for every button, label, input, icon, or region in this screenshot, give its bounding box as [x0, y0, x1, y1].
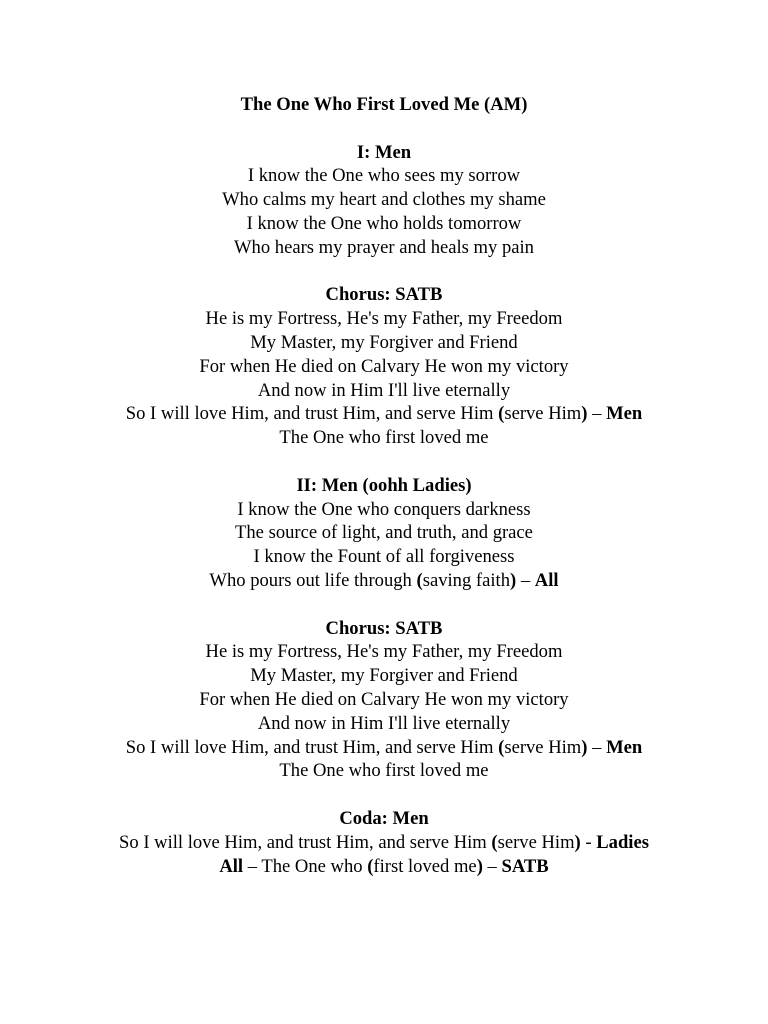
lyric-text: So I will love Him, and trust Him, and serve Him: [125, 403, 499, 425]
chorus-1-line: And now in Him I'll live eternally: [257, 379, 511, 401]
chorus-2-line: My Master, my Forgiver and Friend: [250, 665, 518, 687]
part-cue: Ladies: [596, 831, 649, 853]
spacer: [0, 783, 768, 807]
open-paren: (: [367, 855, 374, 877]
verse-2-cue-line: [0, 569, 768, 593]
verse-1-line: I know the One who sees my sorrow: [247, 165, 521, 187]
part-cue: Men: [606, 403, 643, 425]
chorus-1-last-line: The One who first loved me: [279, 427, 489, 449]
coda-heading: Coda: Men: [339, 807, 429, 829]
echo-text: saving faith: [422, 569, 510, 591]
chorus-2-line: He is my Fortress, He's my Father, my Freedom: [205, 641, 563, 663]
coda-line-2: [0, 855, 768, 879]
coda-line-1: [0, 831, 768, 855]
echo-text: serve Him: [497, 831, 575, 853]
dash: –: [587, 403, 607, 425]
dash: –: [587, 736, 607, 758]
part-cue: SATB: [501, 855, 549, 877]
open-paren: (: [498, 403, 505, 425]
verse-2-heading: II: Men (oohh Ladies): [296, 474, 472, 496]
echo-text: serve Him: [504, 403, 582, 425]
spacer: [0, 260, 768, 284]
chorus-1-cue-line: [0, 402, 768, 426]
close-paren: ): [510, 569, 517, 591]
dash: –: [482, 855, 502, 877]
chorus-2-line: For when He died on Calvary He won my victory: [199, 688, 569, 710]
verse-2-line: I know the Fount of all forgiveness: [253, 546, 515, 568]
spacer: [0, 593, 768, 617]
part-cue: All: [534, 569, 559, 591]
close-paren: ): [581, 403, 588, 425]
chorus-2-cue-line: [0, 736, 768, 760]
chorus-2-heading: Chorus: SATB: [325, 617, 443, 639]
lyric-text: So I will love Him, and trust Him, and serve Him: [125, 736, 499, 758]
open-paren: (: [491, 831, 498, 853]
spacer: [0, 117, 768, 141]
echo-text: first loved me: [373, 855, 477, 877]
verse-1-line: I know the One who holds tomorrow: [246, 212, 522, 234]
chorus-2-line: And now in Him I'll live eternally: [257, 712, 511, 734]
echo-text: serve Him: [504, 736, 582, 758]
part-cue: All: [219, 855, 244, 877]
verse-2-line: The source of light, and truth, and grace: [235, 522, 533, 544]
lyric-text: So I will love Him, and trust Him, and serve Him: [119, 831, 492, 853]
chorus-1-heading: Chorus: SATB: [325, 284, 443, 306]
spacer: [0, 450, 768, 474]
close-paren: ): [476, 855, 483, 877]
verse-2-line: I know the One who conquers darkness: [237, 498, 531, 520]
chorus-1-line: He is my Fortress, He's my Father, my Freedom: [205, 308, 563, 330]
verse-1-heading: I: Men: [356, 141, 412, 163]
verse-1-line: Who calms my heart and clothes my shame: [222, 189, 546, 211]
chorus-1-line: For when He died on Calvary He won my victory: [199, 355, 569, 377]
close-paren: ): [574, 831, 581, 853]
close-paren: ): [581, 736, 588, 758]
verse-1-line: Who hears my prayer and heals my pain: [234, 236, 534, 258]
chorus-2-last-line: The One who first loved me: [279, 760, 489, 782]
open-paren: (: [498, 736, 505, 758]
open-paren: (: [416, 569, 423, 591]
part-cue: Men: [606, 736, 643, 758]
lyric-text: Who pours out life through: [209, 569, 417, 591]
lyric-text: – The One who: [243, 855, 368, 877]
song-title: The One Who First Loved Me (AM): [240, 94, 528, 115]
dash: -: [580, 831, 597, 853]
dash: –: [516, 569, 535, 591]
chorus-1-line: My Master, my Forgiver and Friend: [250, 331, 518, 353]
